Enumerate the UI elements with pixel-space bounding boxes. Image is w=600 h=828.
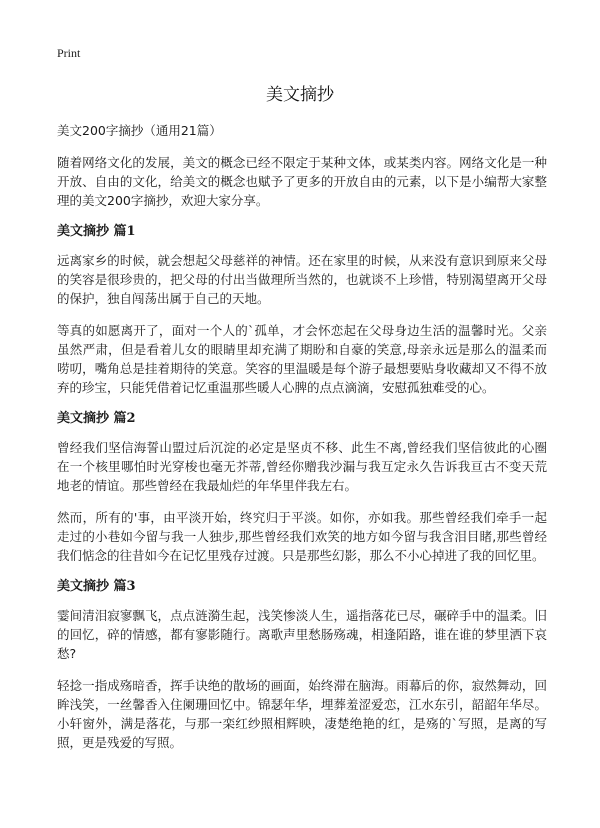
section-heading: 美文摘抄 篇3 [57, 579, 136, 594]
print-link[interactable]: Print [57, 46, 81, 60]
section-2 [57, 410, 547, 565]
section-paragraph: 等真的如愿离开了，面对一个人的`孤单，才会怀恋起在父母身边生活的温馨时光。父亲虽然严肃，但是看着儿女的眼睛里却充满了期盼和自豪的笑意,母亲永远是那么的温柔而唠叨，嘴角总是挂着期待的笑意。笑容的里温暖是每个游子最想要贴身收藏却又不得不放弃的珍宝，只能凭借着记忆重温那些暖人心脾的点点滴滴，安慰孤独难受的心。 [57, 323, 547, 395]
section-paragraph: 远离家乡的时候，就会想起父母慈祥的神情。还在家里的时候，从来没有意识到原来父母的笑容是很珍贵的，把父母的付出当做理所当然的，也就谈不上珍惜，特别渴望离开父母的保护，独自闯荡出属于自己的天地。 [57, 253, 547, 306]
section-paragraph: 轻捻一指成殇暗香，挥手诀绝的散场的画面，始终滞在脑海。雨幕后的你，寂然舞动，回眸浅笑，一丝馨香入住阑珊回忆中。锦瑟年华，埋葬羞涩爱恋，江水东引，韶韶年华尽。小轩窗外，满是落花，与那一栾红纱照相辉映，凄楚绝艳的红，是殇的`写照，是离的写照，更是残爱的写照。 [57, 678, 547, 750]
intro-paragraph: 随着网络文化的发展，美文的概念已经不限定于某种文体，或某类内容。网络文化是一种开放、自由的文化，给美文的概念也赋予了更多的开放自由的元素，以下是小编帮大家整理的美文200字摘抄，欢迎大家分享。 [57, 155, 547, 208]
section-paragraph: 然而，所有的'事，由平淡开始，终究归于平淡。如你，亦如我。那些曾经我们牵手一起走过的小巷如今留与我一人独步,那些曾经我们欢笑的地方如今留与我含泪目睹,那些曾经我们惦念的往昔如今在记忆里残存过渡。只是那些幻影，那么不小心掉进了我的回忆里。 [57, 510, 547, 563]
section-heading: 美文摘抄 篇2 [57, 411, 136, 426]
section-3 [57, 578, 547, 752]
section-heading: 美文摘抄 篇1 [57, 224, 136, 239]
article-subtitle: 美文200字摘抄（通用21篇） [57, 123, 222, 138]
section-paragraph: 曾经我们坚信海誓山盟过后沉淀的必定是坚贞不移、此生不离,曾经我们坚信彼此的心圈在一个核里哪怕时光穿梭也毫无芥蒂,曾经你赠我沙漏与我互定永久告诉我亘古不变天荒地老的情谊。那些曾经在我最灿烂的年华里伴我左右。 [57, 440, 547, 493]
article-body [57, 122, 547, 765]
section-1 [57, 223, 547, 397]
page-title: 美文摘抄 [266, 85, 334, 105]
section-paragraph: 霎间清泪寂寥飘飞，点点涟漪生起，浅笑惨淡人生，遥指落花已尽，碾碎手中的温柔。旧的回忆，碎的情感，都有寥影随行。离歌声里愁肠殇魂，相逢陌路，谁在谁的梦里洒下哀愁? [57, 608, 547, 661]
